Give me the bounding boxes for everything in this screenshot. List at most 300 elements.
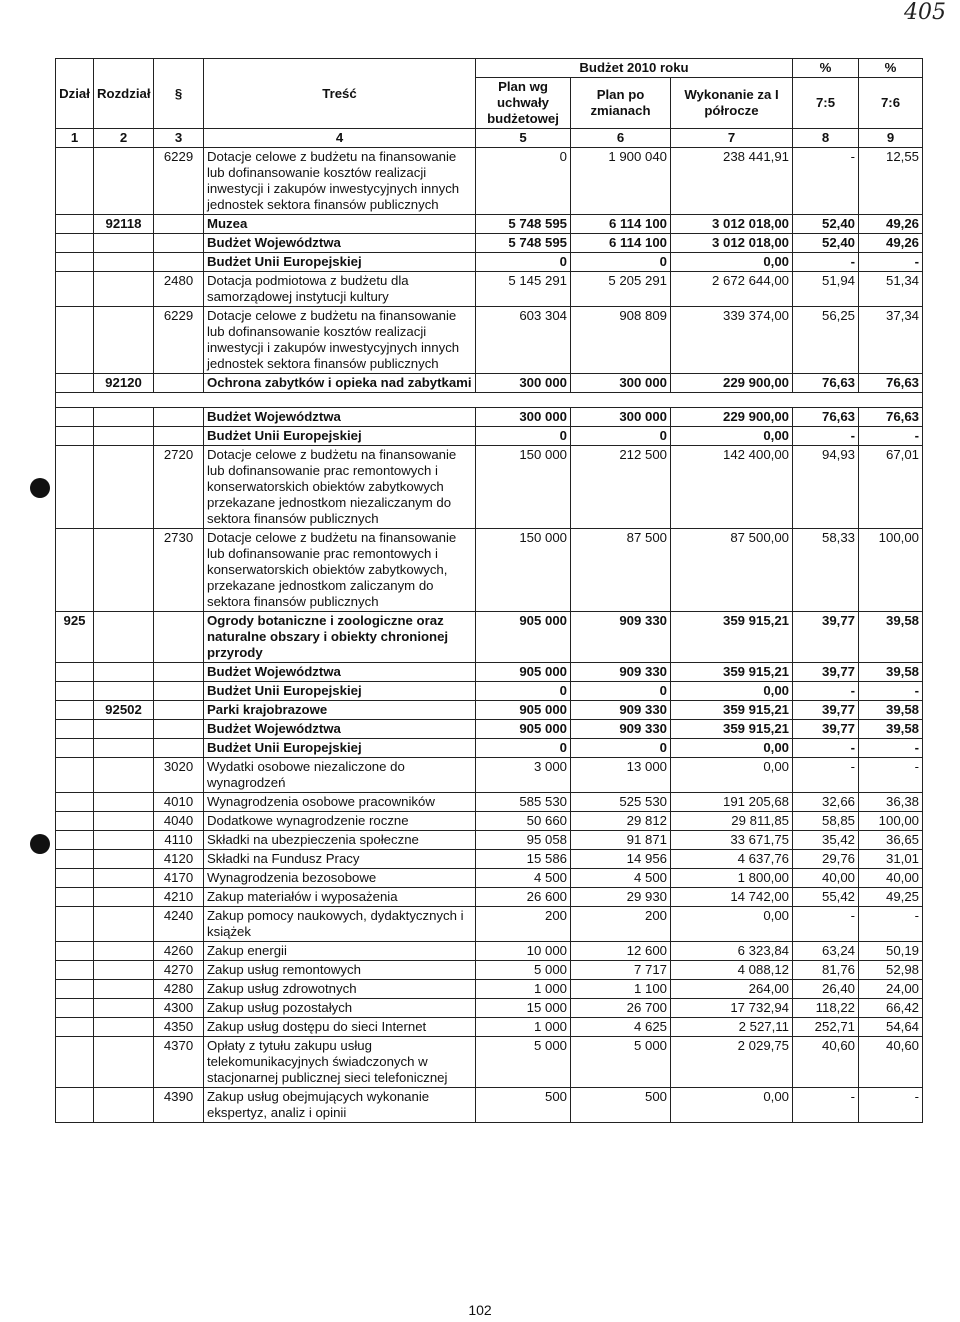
cell-pct76: 52,98 — [859, 961, 923, 980]
cell-rozdzial — [94, 427, 154, 446]
cell-dzial — [56, 427, 94, 446]
cell-plan-po: 909 330 — [571, 701, 671, 720]
cell-plan-po: 4 625 — [571, 1018, 671, 1037]
cell-tresc: Dotacje celowe z budżetu na finansowanie lub dofinansowanie prac remontowych i konserwatorskich obiektów zabytkowych, przekazane jednostkom zaliczanym do sektora finansów publicznych — [204, 529, 476, 612]
cell-wykonanie: 4 637,76 — [671, 850, 793, 869]
cell-dzial — [56, 682, 94, 701]
table-row — [56, 850, 923, 869]
page-break-gap — [56, 393, 923, 408]
cell-pct75: - — [793, 682, 859, 701]
cell-pct75: 26,40 — [793, 980, 859, 999]
cell-pct76: 51,34 — [859, 272, 923, 307]
cell-pct75: 58,85 — [793, 812, 859, 831]
cell-pct75: - — [793, 758, 859, 793]
header-pct75-symbol: % — [793, 59, 859, 78]
cell-paragraf — [154, 253, 204, 272]
cell-paragraf: 4370 — [154, 1037, 204, 1088]
table-row — [56, 812, 923, 831]
cell-plan-wg: 5 000 — [476, 1037, 571, 1088]
cell-rozdzial — [94, 446, 154, 529]
cell-tresc: Budżet Unii Europejskiej — [204, 253, 476, 272]
cell-pct75: 29,76 — [793, 850, 859, 869]
cell-dzial — [56, 374, 94, 393]
cell-pct76: 39,58 — [859, 720, 923, 739]
cell-rozdzial — [94, 850, 154, 869]
cell-wykonanie: 29 811,85 — [671, 812, 793, 831]
cell-rozdzial — [94, 793, 154, 812]
cell-wykonanie: 142 400,00 — [671, 446, 793, 529]
cell-dzial — [56, 663, 94, 682]
cell-dzial — [56, 720, 94, 739]
cell-pct75: 51,94 — [793, 272, 859, 307]
cell-paragraf — [154, 408, 204, 427]
cell-pct75: 40,00 — [793, 869, 859, 888]
cell-paragraf — [154, 612, 204, 663]
cell-wykonanie: 229 900,00 — [671, 408, 793, 427]
cell-plan-wg: 905 000 — [476, 701, 571, 720]
cell-dzial — [56, 942, 94, 961]
header-budget-group: Budżet 2010 roku — [476, 59, 793, 78]
cell-plan-wg: 585 530 — [476, 793, 571, 812]
cell-plan-wg: 0 — [476, 148, 571, 215]
cell-plan-po: 5 000 — [571, 1037, 671, 1088]
cell-dzial — [56, 980, 94, 999]
cell-dzial — [56, 739, 94, 758]
cell-rozdzial: 92118 — [94, 215, 154, 234]
cell-wykonanie: 2 029,75 — [671, 1037, 793, 1088]
cell-paragraf — [154, 663, 204, 682]
cell-wykonanie: 359 915,21 — [671, 720, 793, 739]
cell-tresc: Budżet Unii Europejskiej — [204, 682, 476, 701]
column-number: 9 — [859, 129, 923, 148]
cell-rozdzial — [94, 869, 154, 888]
cell-plan-po: 525 530 — [571, 793, 671, 812]
cell-plan-po: 6 114 100 — [571, 215, 671, 234]
cell-rozdzial — [94, 1037, 154, 1088]
page-number: 102 — [468, 1302, 492, 1318]
cell-tresc: Wynagrodzenia bezosobowe — [204, 869, 476, 888]
cell-pct76: 12,55 — [859, 148, 923, 215]
cell-paragraf: 4210 — [154, 888, 204, 907]
cell-pct76: 37,34 — [859, 307, 923, 374]
cell-dzial — [56, 850, 94, 869]
cell-pct76: - — [859, 758, 923, 793]
cell-rozdzial — [94, 272, 154, 307]
cell-pct76: 36,38 — [859, 793, 923, 812]
cell-plan-wg: 4 500 — [476, 869, 571, 888]
cell-paragraf: 2720 — [154, 446, 204, 529]
column-number: 8 — [793, 129, 859, 148]
cell-tresc: Zakup usług dostępu do sieci Internet — [204, 1018, 476, 1037]
cell-plan-po: 5 205 291 — [571, 272, 671, 307]
cell-plan-po: 908 809 — [571, 307, 671, 374]
cell-tresc: Dotacje celowe z budżetu na finansowanie lub dofinansowanie prac remontowych i konserwatorskich obiektów zabytkowych przekazane jednostkom niezaliczanym do sektora finansów publicznych — [204, 446, 476, 529]
gap-cell — [56, 393, 923, 408]
cell-wykonanie: 359 915,21 — [671, 701, 793, 720]
cell-tresc: Budżet Województwa — [204, 720, 476, 739]
cell-plan-po: 12 600 — [571, 942, 671, 961]
cell-pct75: 76,63 — [793, 408, 859, 427]
table-row — [56, 272, 923, 307]
cell-pct75: 40,60 — [793, 1037, 859, 1088]
cell-pct76: 31,01 — [859, 850, 923, 869]
cell-paragraf: 4120 — [154, 850, 204, 869]
cell-plan-wg: 0 — [476, 427, 571, 446]
cell-wykonanie: 0,00 — [671, 253, 793, 272]
cell-dzial — [56, 234, 94, 253]
cell-paragraf — [154, 374, 204, 393]
cell-tresc: Zakup usług obejmujących wykonanie ekspertyz, analiz i opinii — [204, 1088, 476, 1123]
cell-pct76: 49,26 — [859, 234, 923, 253]
cell-plan-wg: 5 000 — [476, 961, 571, 980]
cell-wykonanie: 33 671,75 — [671, 831, 793, 850]
cell-plan-wg: 0 — [476, 739, 571, 758]
cell-plan-wg: 95 058 — [476, 831, 571, 850]
cell-pct75: 58,33 — [793, 529, 859, 612]
cell-wykonanie: 1 800,00 — [671, 869, 793, 888]
cell-plan-po: 13 000 — [571, 758, 671, 793]
cell-pct76: 50,19 — [859, 942, 923, 961]
cell-rozdzial — [94, 1018, 154, 1037]
cell-wykonanie: 14 742,00 — [671, 888, 793, 907]
cell-plan-wg: 1 000 — [476, 1018, 571, 1037]
cell-plan-po: 909 330 — [571, 720, 671, 739]
cell-tresc: Zakup energii — [204, 942, 476, 961]
budget-table — [55, 58, 923, 1123]
cell-dzial — [56, 215, 94, 234]
cell-paragraf: 2480 — [154, 272, 204, 307]
cell-rozdzial: 92120 — [94, 374, 154, 393]
cell-rozdzial — [94, 812, 154, 831]
cell-plan-wg: 200 — [476, 907, 571, 942]
cell-paragraf: 4390 — [154, 1088, 204, 1123]
cell-pct75: - — [793, 739, 859, 758]
table-row — [56, 148, 923, 215]
cell-pct76: 40,00 — [859, 869, 923, 888]
cell-dzial — [56, 529, 94, 612]
cell-dzial — [56, 812, 94, 831]
header-paragraf: § — [154, 59, 204, 129]
cell-dzial: 925 — [56, 612, 94, 663]
cell-plan-po: 212 500 — [571, 446, 671, 529]
cell-pct75: 35,42 — [793, 831, 859, 850]
cell-tresc: Budżet Województwa — [204, 234, 476, 253]
cell-rozdzial — [94, 234, 154, 253]
cell-plan-wg: 5 748 595 — [476, 215, 571, 234]
cell-pct75: 94,93 — [793, 446, 859, 529]
cell-pct75: 56,25 — [793, 307, 859, 374]
cell-paragraf: 2730 — [154, 529, 204, 612]
cell-pct76: - — [859, 427, 923, 446]
table-row — [56, 999, 923, 1018]
cell-plan-po: 4 500 — [571, 869, 671, 888]
cell-plan-wg: 0 — [476, 253, 571, 272]
cell-pct76: 66,42 — [859, 999, 923, 1018]
cell-paragraf — [154, 739, 204, 758]
cell-plan-wg: 300 000 — [476, 408, 571, 427]
cell-rozdzial — [94, 408, 154, 427]
cell-rozdzial — [94, 942, 154, 961]
cell-tresc: Dodatkowe wynagrodzenie roczne — [204, 812, 476, 831]
header-wykonanie: Wykonanie za I półrocze — [671, 78, 793, 129]
table-row — [56, 942, 923, 961]
cell-dzial — [56, 446, 94, 529]
cell-plan-wg: 500 — [476, 1088, 571, 1123]
cell-wykonanie: 2 527,11 — [671, 1018, 793, 1037]
table-row — [56, 720, 923, 739]
cell-rozdzial — [94, 739, 154, 758]
cell-wykonanie: 87 500,00 — [671, 529, 793, 612]
cell-paragraf — [154, 701, 204, 720]
cell-plan-wg: 300 000 — [476, 374, 571, 393]
cell-paragraf: 4350 — [154, 1018, 204, 1037]
cell-paragraf — [154, 215, 204, 234]
cell-wykonanie: 0,00 — [671, 739, 793, 758]
cell-plan-po: 909 330 — [571, 663, 671, 682]
cell-tresc: Zakup usług pozostałych — [204, 999, 476, 1018]
column-number: 5 — [476, 129, 571, 148]
cell-wykonanie: 238 441,91 — [671, 148, 793, 215]
cell-paragraf: 4300 — [154, 999, 204, 1018]
cell-wykonanie: 3 012 018,00 — [671, 234, 793, 253]
table-row — [56, 831, 923, 850]
cell-tresc: Budżet Unii Europejskiej — [204, 739, 476, 758]
cell-tresc: Muzea — [204, 215, 476, 234]
cell-plan-po: 500 — [571, 1088, 671, 1123]
cell-plan-po: 29 812 — [571, 812, 671, 831]
column-number: 4 — [204, 129, 476, 148]
cell-wykonanie: 17 732,94 — [671, 999, 793, 1018]
cell-paragraf — [154, 720, 204, 739]
cell-pct76: 76,63 — [859, 374, 923, 393]
cell-plan-po: 300 000 — [571, 408, 671, 427]
table-row — [56, 253, 923, 272]
cell-pct76: - — [859, 739, 923, 758]
header-plan-po: Plan po zmianach — [571, 78, 671, 129]
cell-wykonanie: 0,00 — [671, 427, 793, 446]
cell-pct75: 52,40 — [793, 215, 859, 234]
table-row — [56, 307, 923, 374]
table-row — [56, 701, 923, 720]
cell-plan-wg: 1 000 — [476, 980, 571, 999]
cell-plan-wg: 15 586 — [476, 850, 571, 869]
cell-plan-wg: 0 — [476, 682, 571, 701]
cell-pct76: 76,63 — [859, 408, 923, 427]
cell-pct75: 32,66 — [793, 793, 859, 812]
cell-plan-po: 0 — [571, 427, 671, 446]
cell-wykonanie: 0,00 — [671, 1088, 793, 1123]
table-header — [56, 59, 923, 148]
column-number: 6 — [571, 129, 671, 148]
cell-pct76: 24,00 — [859, 980, 923, 999]
header-pct76-label: 7:6 — [859, 78, 923, 129]
cell-wykonanie: 264,00 — [671, 980, 793, 999]
cell-paragraf: 4240 — [154, 907, 204, 942]
cell-tresc: Budżet Unii Europejskiej — [204, 427, 476, 446]
cell-pct75: 63,24 — [793, 942, 859, 961]
cell-paragraf: 4110 — [154, 831, 204, 850]
cell-wykonanie: 229 900,00 — [671, 374, 793, 393]
cell-pct76: 39,58 — [859, 612, 923, 663]
cell-dzial — [56, 793, 94, 812]
cell-tresc: Zakup usług remontowych — [204, 961, 476, 980]
cell-dzial — [56, 999, 94, 1018]
cell-plan-wg: 150 000 — [476, 446, 571, 529]
cell-rozdzial — [94, 907, 154, 942]
cell-plan-wg: 603 304 — [476, 307, 571, 374]
cell-plan-wg: 905 000 — [476, 720, 571, 739]
cell-tresc: Budżet Województwa — [204, 663, 476, 682]
cell-tresc: Dotacje celowe z budżetu na finansowanie lub dofinansowanie kosztów realizacji inwestycji i zakupów inwestycyjnych innych jednostek sektora finansów publicznych — [204, 148, 476, 215]
cell-plan-wg: 15 000 — [476, 999, 571, 1018]
cell-dzial — [56, 1037, 94, 1088]
header-plan-wg: Plan wg uchwały budżetowej — [476, 78, 571, 129]
cell-paragraf: 4170 — [154, 869, 204, 888]
cell-wykonanie: 359 915,21 — [671, 612, 793, 663]
table-row — [56, 961, 923, 980]
cell-tresc: Zakup materiałów i wyposażenia — [204, 888, 476, 907]
cell-rozdzial — [94, 307, 154, 374]
cell-rozdzial — [94, 758, 154, 793]
cell-wykonanie: 0,00 — [671, 758, 793, 793]
cell-pct75: 39,77 — [793, 612, 859, 663]
cell-dzial — [56, 148, 94, 215]
cell-plan-po: 91 871 — [571, 831, 671, 850]
column-number: 2 — [94, 129, 154, 148]
cell-tresc: Wydatki osobowe niezaliczone do wynagrodzeń — [204, 758, 476, 793]
cell-dzial — [56, 888, 94, 907]
cell-dzial — [56, 253, 94, 272]
table-row — [56, 663, 923, 682]
column-numbers-row — [56, 129, 923, 148]
table-row — [56, 1088, 923, 1123]
cell-plan-wg: 150 000 — [476, 529, 571, 612]
cell-pct75: 39,77 — [793, 663, 859, 682]
cell-tresc: Zakup pomocy naukowych, dydaktycznych i książek — [204, 907, 476, 942]
cell-paragraf: 4280 — [154, 980, 204, 999]
cell-wykonanie: 4 088,12 — [671, 961, 793, 980]
cell-wykonanie: 339 374,00 — [671, 307, 793, 374]
cell-dzial — [56, 408, 94, 427]
cell-pct76: - — [859, 907, 923, 942]
cell-pct76: 39,58 — [859, 663, 923, 682]
cell-pct76: 49,25 — [859, 888, 923, 907]
cell-rozdzial — [94, 663, 154, 682]
cell-pct76: 49,26 — [859, 215, 923, 234]
cell-pct75: 81,76 — [793, 961, 859, 980]
cell-tresc: Ogrody botaniczne i zoologiczne oraz naturalne obszary i obiekty chronionej przyrody — [204, 612, 476, 663]
cell-rozdzial — [94, 831, 154, 850]
cell-pct75: 39,77 — [793, 720, 859, 739]
cell-wykonanie: 3 012 018,00 — [671, 215, 793, 234]
header-rozdzial: Rozdział — [94, 59, 154, 129]
table-row — [56, 793, 923, 812]
table-body — [56, 148, 923, 1123]
cell-pct75: 55,42 — [793, 888, 859, 907]
column-number: 1 — [56, 129, 94, 148]
table-row — [56, 888, 923, 907]
cell-plan-wg: 3 000 — [476, 758, 571, 793]
cell-tresc: Ochrona zabytków i opieka nad zabytkami — [204, 374, 476, 393]
table-row — [56, 215, 923, 234]
cell-tresc: Opłaty z tytułu zakupu usług telekomunikacyjnych świadczonych w stacjonarnej publicznej sieci telefonicznej — [204, 1037, 476, 1088]
cell-pct75: 118,22 — [793, 999, 859, 1018]
cell-pct75: - — [793, 253, 859, 272]
cell-pct76: 36,65 — [859, 831, 923, 850]
cell-pct76: 100,00 — [859, 529, 923, 612]
column-number: 3 — [154, 129, 204, 148]
cell-plan-po: 26 700 — [571, 999, 671, 1018]
cell-pct76: - — [859, 253, 923, 272]
handwritten-annotation: 405 — [904, 0, 946, 25]
header-tresc: Treść — [204, 59, 476, 129]
cell-dzial — [56, 701, 94, 720]
cell-plan-wg: 26 600 — [476, 888, 571, 907]
column-number: 7 — [671, 129, 793, 148]
cell-plan-wg: 905 000 — [476, 663, 571, 682]
cell-rozdzial — [94, 999, 154, 1018]
table-row — [56, 980, 923, 999]
cell-tresc: Składki na ubezpieczenia społeczne — [204, 831, 476, 850]
cell-wykonanie: 191 205,68 — [671, 793, 793, 812]
cell-pct76: 54,64 — [859, 1018, 923, 1037]
cell-rozdzial — [94, 720, 154, 739]
cell-plan-po: 29 930 — [571, 888, 671, 907]
cell-tresc: Wynagrodzenia osobowe pracowników — [204, 793, 476, 812]
cell-paragraf — [154, 427, 204, 446]
cell-wykonanie: 6 323,84 — [671, 942, 793, 961]
cell-dzial — [56, 272, 94, 307]
table-row — [56, 1037, 923, 1088]
cell-dzial — [56, 307, 94, 374]
cell-plan-po: 7 717 — [571, 961, 671, 980]
cell-rozdzial — [94, 961, 154, 980]
cell-paragraf — [154, 234, 204, 253]
cell-paragraf: 6229 — [154, 148, 204, 215]
cell-plan-po: 909 330 — [571, 612, 671, 663]
cell-plan-wg: 5 748 595 — [476, 234, 571, 253]
cell-plan-wg: 5 145 291 — [476, 272, 571, 307]
table-row — [56, 234, 923, 253]
punch-hole-mark — [30, 478, 50, 498]
cell-dzial — [56, 758, 94, 793]
cell-pct76: 100,00 — [859, 812, 923, 831]
table-row — [56, 612, 923, 663]
table-row — [56, 682, 923, 701]
cell-pct76: 40,60 — [859, 1037, 923, 1088]
cell-pct75: 39,77 — [793, 701, 859, 720]
cell-plan-wg: 905 000 — [476, 612, 571, 663]
cell-plan-po: 300 000 — [571, 374, 671, 393]
cell-pct76: - — [859, 682, 923, 701]
table-row — [56, 446, 923, 529]
table-row — [56, 427, 923, 446]
cell-plan-po: 1 100 — [571, 980, 671, 999]
punch-hole-mark — [30, 834, 50, 854]
cell-plan-wg: 10 000 — [476, 942, 571, 961]
cell-paragraf: 4260 — [154, 942, 204, 961]
cell-plan-wg: 50 660 — [476, 812, 571, 831]
cell-paragraf: 4010 — [154, 793, 204, 812]
table-row — [56, 1018, 923, 1037]
table-row — [56, 529, 923, 612]
cell-plan-po: 14 956 — [571, 850, 671, 869]
cell-plan-po: 0 — [571, 739, 671, 758]
cell-plan-po: 0 — [571, 682, 671, 701]
cell-paragraf: 6229 — [154, 307, 204, 374]
cell-plan-po: 200 — [571, 907, 671, 942]
cell-paragraf — [154, 682, 204, 701]
